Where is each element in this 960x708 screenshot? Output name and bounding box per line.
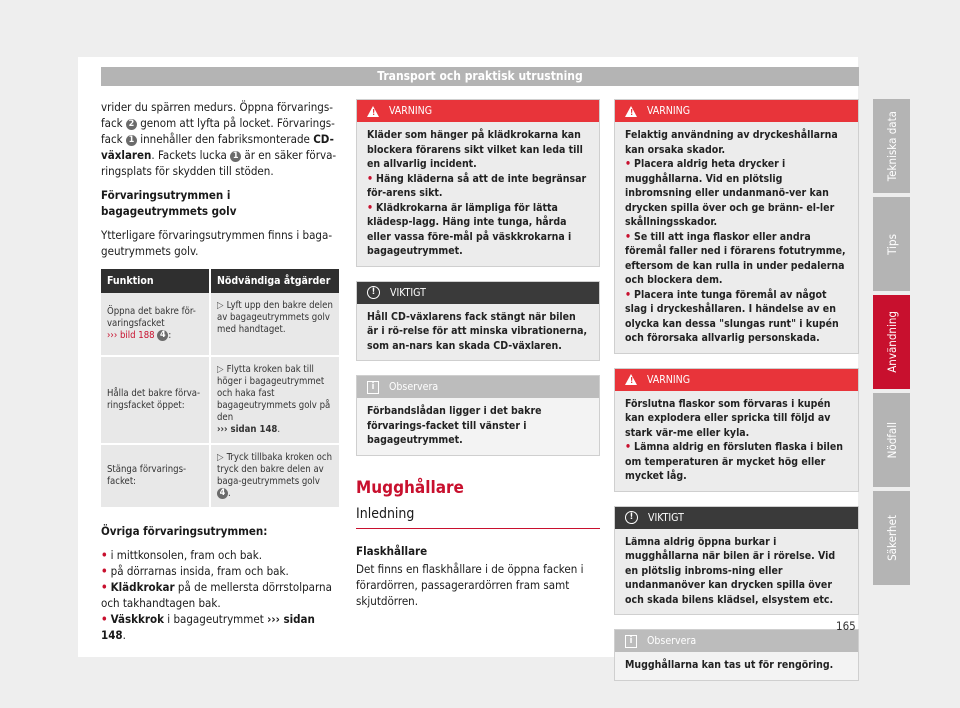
callout-number: 1	[126, 135, 137, 146]
info-circle-icon: !	[625, 511, 638, 524]
triangle-bullet-icon: ▷	[217, 364, 224, 375]
function-table	[101, 269, 341, 509]
bullet-icon: •	[625, 288, 632, 301]
note-box-first-aid: i Observera Förbandslådan ligger i det bakre förvarings-facket till vänster i bagageutrymmet.	[356, 375, 600, 456]
bullet-icon: •	[367, 172, 374, 185]
bullet-icon: •	[101, 548, 108, 562]
side-tab-tips[interactable]: Tips	[873, 197, 910, 291]
callout-number: 4	[217, 488, 228, 499]
note-icon: i	[367, 381, 379, 394]
column-middle	[356, 99, 600, 617]
bullet-icon: •	[101, 612, 108, 626]
side-tab-anvandning[interactable]: Användning	[873, 295, 910, 389]
list-item: • Placera inte tunga föremål av något slag i dryckeshållaren. I händelse av en olycka kan dessa "slungas runt" i kupén och förorsaka allvarlig personskada.	[625, 288, 839, 344]
section-title: Mugghållare	[356, 477, 464, 498]
bottle-holder-paragraph: Det finns en flaskhållare i de öppna facken i förardörren, passagerardörren fram samt skjutdörren.	[356, 561, 584, 608]
page-number: 165	[836, 619, 856, 633]
table-cell: ▷ Tryck tillbaka kroken och tryck den bakre delen av baga-geutrymmets golv 4 .	[210, 444, 340, 508]
bullet-icon: •	[625, 158, 632, 170]
page-reference-link[interactable]: ››› sidan 148	[101, 612, 315, 642]
side-tab-tekniska-data[interactable]: Tekniska data	[873, 99, 910, 193]
list-item: • Se till att inga flaskor eller andra föremål faller ned i förarens fotutrymme, eftersom de kan rulla in under pedalerna och blockera dem.	[625, 230, 846, 286]
table-header-actions: Nödvändiga åtgärder	[210, 269, 340, 293]
subheading-trunk-storage: Förvaringsutrymmen i bagageutrymmets golv	[101, 188, 237, 218]
important-box-cd-changer: ! VIKTIGT Håll CD-växlarens fack stängt när bilen är i rö-relse för att minska vibrationerna, som an-nars kan skada CD-växlaren.	[356, 281, 600, 362]
subheading-bottle-holder: Flaskhållare	[356, 543, 428, 558]
list-item: • Klädkrokarna är lämpliga för lätta klädesp-lagg. Häng inte tunga, hårda eller vassa före-mål på väskkrokarna i bagageutrymmet.	[367, 201, 572, 257]
list-item: • på dörrarnas insida, fram och bak.	[101, 564, 289, 578]
info-circle-icon: !	[367, 286, 380, 299]
bullet-icon: •	[625, 230, 632, 243]
bullet-icon: •	[367, 201, 374, 214]
list-item: • Placera aldrig heta drycker i mugghållarna. Vid en plötslig inbromsning eller undanmanö-ver kan drycken spilla över och ge bränn- el-ler skållningsskador.	[625, 158, 835, 228]
table-cell: ▷ Flytta kroken bak till höger i bagageutrymmet och haka fast bagageutrymmets golv på den ››› sidan 148.	[210, 356, 340, 444]
bullet-icon: •	[625, 441, 632, 453]
page-reference-link[interactable]: ››› sidan 148	[217, 424, 278, 435]
other-storage-list	[101, 547, 341, 643]
callout-number: 1	[230, 151, 241, 162]
side-tab-sakerhet[interactable]: Säkerhet	[873, 491, 910, 585]
triangle-bullet-icon: ▷	[217, 452, 224, 463]
table-row	[101, 293, 340, 356]
warning-box-cup-holders: ! VARNING Felaktig användning av dryckeshållarna kan orsaka skador. • Placera aldrig heta drycker i mugghållarna. Vid en plötslig inbromsning eller undanmanö-ver kan drycken spilla över och ge bränn- el-ler skållningsskador. • Se till att inga flaskor eller andra föremål faller ned i förarens fotutrymme, eftersom de kan rulla in under pedalerna och blockera dem. • Placera inte tunga föremål av något slag i dryckeshållaren. I händelse av en olycka kan dessa "slungas runt" i kupén och förorsaka allvarlig personskada.	[614, 99, 859, 354]
warning-triangle-icon: !	[625, 106, 637, 117]
section-subtitle: Inledning	[356, 506, 600, 529]
triangle-bullet-icon: ▷	[217, 300, 224, 311]
table-row	[101, 356, 340, 444]
list-item: • Lämna aldrig en försluten flaska i bilen om temperaturen är mycket hög eller mycket låg.	[625, 441, 844, 482]
list-item: • Klädkrokar på de mellersta dörrstolparna och takhandtagen bak.	[101, 580, 332, 610]
warning-triangle-icon: !	[367, 106, 379, 117]
table-cell: Hålla det bakre förva-ringsfacket öppet:	[101, 356, 210, 444]
note-box-cleaning: i Observera Mugghållarna kan tas ut för rengöring.	[614, 629, 859, 681]
list-item: • Häng kläderna så att de inte begränsar för-arens sikt.	[367, 172, 587, 199]
other-storage-heading: Övriga förvaringsutrymmen:	[101, 524, 268, 538]
list-item: • i mittkonsolen, fram och bak.	[101, 548, 263, 562]
intro-paragraph: vrider du spärren medurs. Öppna förvarings-fack 2 genom att lyfta på locket. Förvarings-fack 1 innehåller den fabriksmonterade CD-växlaren. Fackets lucka 1 är en säker förva-ringsplats för skydden till stöden.	[101, 100, 337, 178]
warning-triangle-icon: !	[625, 374, 637, 385]
page-header: Transport och praktisk utrustning	[101, 67, 859, 86]
column-right	[614, 99, 859, 695]
list-item: • Väskkrok i bagageutrymmet ››› sidan 148.	[101, 612, 315, 642]
warning-box-bottles: ! VARNING Förslutna flaskor som förvaras i kupén kan explodera eller spricka till följd av stark vär-me eller kyla. • Lämna aldrig en försluten flaska i bilen om temperaturen är mycket hög eller mycket låg.	[614, 368, 859, 492]
warning-box-clothes-hooks: ! VARNING Kläder som hänger på klädkrokarna kan blockera förarens sikt vilket kan leda till en allvarlig incident. • Häng kläderna så att de inte begränsar för-arens sikt. • Klädkrokarna är lämpliga för lätta klädesp-lagg. Häng inte tunga, hårda eller vassa före-mål på väskkrokarna i bagageutrymmet.	[356, 99, 600, 267]
table-row	[101, 444, 340, 508]
table-cell: Öppna det bakre för-varingsfacket ››› bild 188 4 :	[101, 293, 210, 356]
callout-number: 2	[126, 119, 137, 130]
figure-reference-link[interactable]: ››› bild 188 4	[107, 330, 168, 341]
side-tab-nodfall[interactable]: Nödfall	[873, 393, 910, 487]
column-left	[101, 99, 341, 643]
table-header-function: Funktion	[101, 269, 210, 293]
bullet-icon: •	[101, 564, 108, 578]
important-box-cans: ! VIKTIGT Lämna aldrig öppna burkar i mugghållarna när bilen är i rörelse. Vid en plötslig inbroms-ning eller undanmanöver kan drycken spilla över och skada bilens klädsel, elsystem etc.	[614, 506, 859, 616]
note-icon: i	[625, 635, 637, 648]
table-cell: Stänga förvarings-facket:	[101, 444, 210, 508]
trunk-paragraph: Ytterligare förvaringsutrymmen finns i baga-geutrymmets golv.	[101, 228, 333, 258]
table-cell: ▷ Lyft upp den bakre delen av bagageutrymmets golv med handtaget.	[210, 293, 340, 356]
bullet-icon: •	[101, 580, 108, 594]
